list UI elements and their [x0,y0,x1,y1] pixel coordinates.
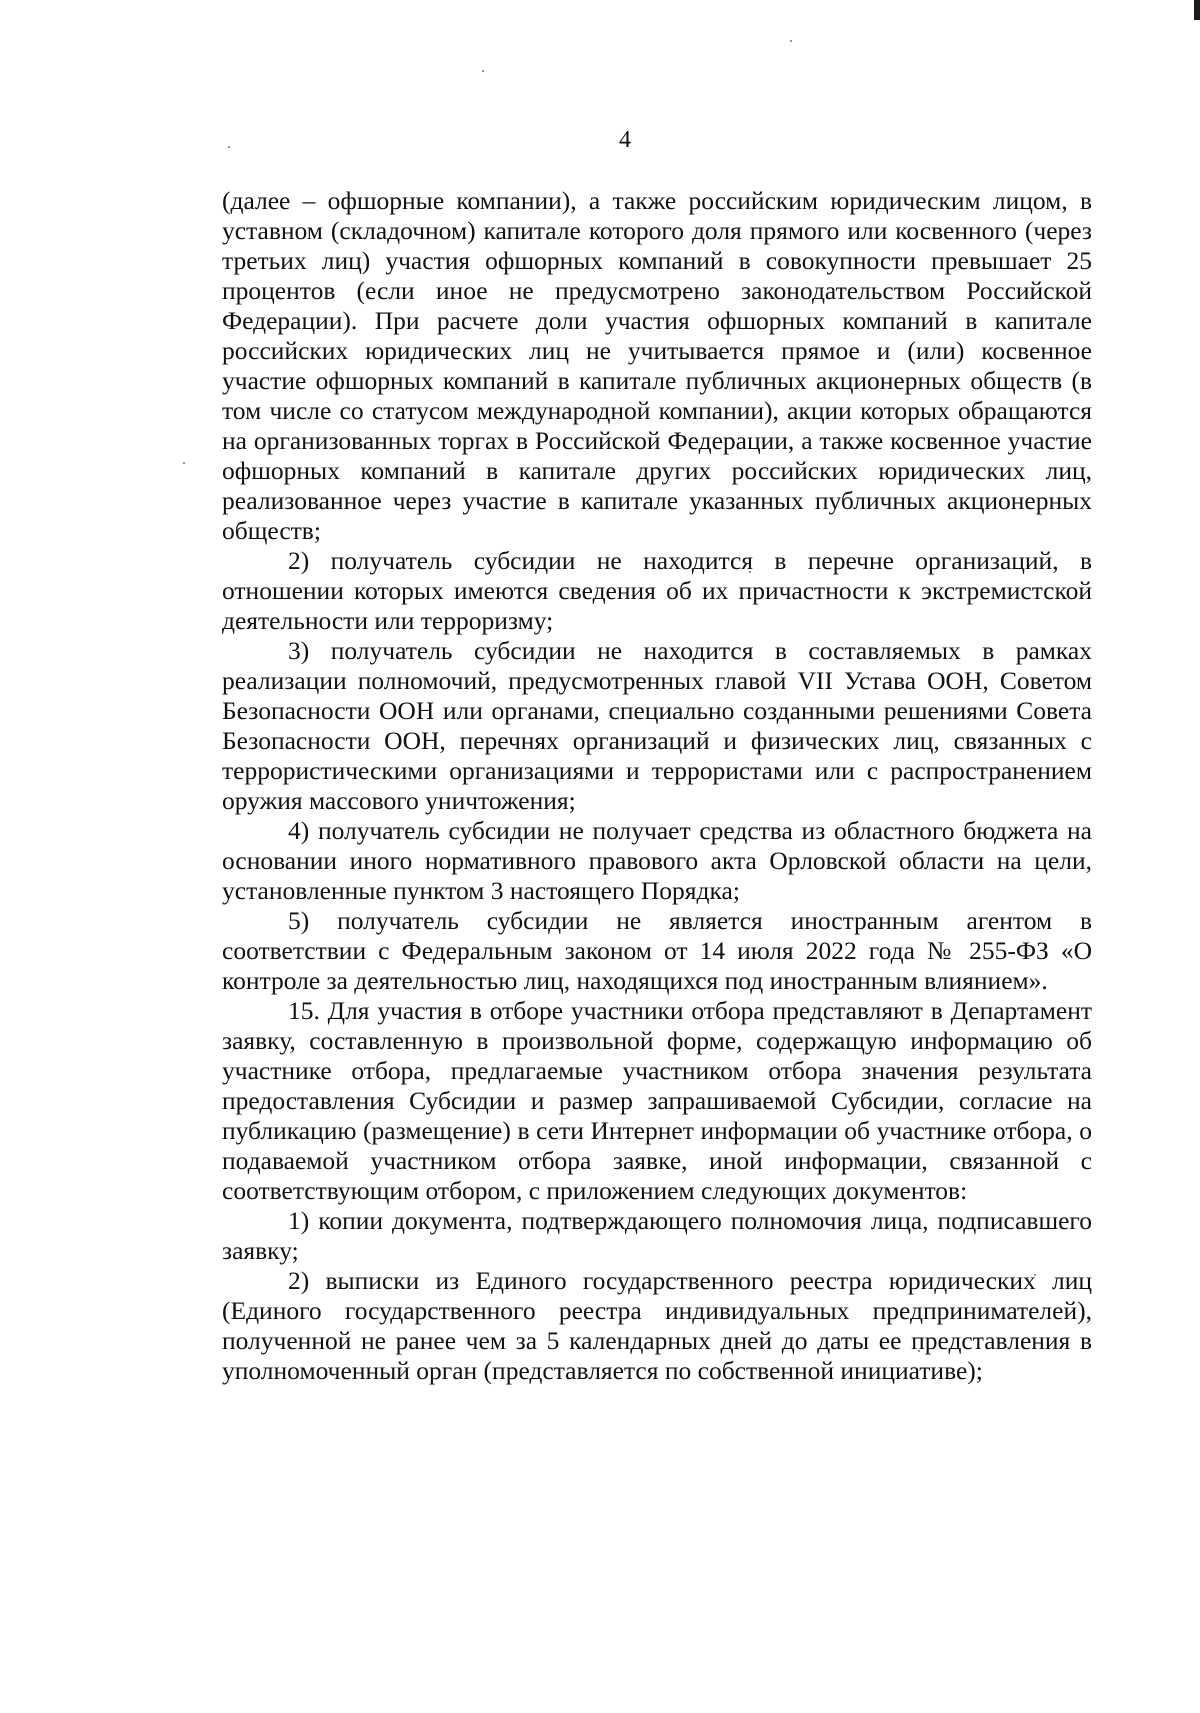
document-body [222,186,1092,1386]
paragraph-item-3: 3) получатель субсидии не находится в составляемых в рамках реализации полномочий, предусмотренных главой VII Устава ООН, Советом Безопасности ООН или органами, специально созданными решениями Совета Безопасности ООН, перечнях организаций и физических лиц, связанных с террористическими организациями и террористами или с распространением оружия массового уничтожения; [222,636,1092,815]
paragraph-section-15: 15. Для участия в отборе участники отбора представляют в Департамент заявку, составленную в произвольной форме, содержащую информацию об участнике отбора, предлагаемые участником отбора значения результата предоставления Субсидии и размер запрашиваемой Субсидии, согласие на публикацию (размещение) в сети Интернет информации об участнике отбора, о подаваемой участником отбора заявке, иной информации, связанной с соответствующим отбором, с приложением следующих документов: [222,996,1092,1205]
page-number: 4 [619,127,631,153]
paragraph-doc-item-1: 1) копии документа, подтверждающего полномочия лица, подписавшего заявку; [222,1206,1092,1265]
paragraph-item-2: 2) получатель субсидии не находится в перечне организаций, в отношении которых имеются сведения об их причастности к экстремистской деятельности или терроризму; [222,546,1092,635]
paragraph-continuation: (далее – офшорные компании), а также российским юридическим лицом, в уставном (складочном) капитале которого доля прямого или косвенного (через третьих лиц) участия офшорных компаний в совокупности превышает 25 процентов (если иное не предусмотрено законодательством Российской Федерации). При расчете доли участия офшорных компаний в капитале российских юридических лиц не учитывается прямое и (или) косвенное участие офшорных компаний в капитале публичных акционерных обществ (в том числе со статусом международной компании), акции которых обращаются на организованных торгах в Российской Федерации, а также косвенное участие офшорных компаний в капитале других российских юридических лиц, реализованное через участие в капитале указанных публичных акционерных обществ; [222,186,1092,545]
paragraph-item-4: 4) получатель субсидии не получает средства из областного бюджета на основании иного нормативного правового акта Орловской области на цели, установленные пунктом 3 настоящего Порядка; [222,816,1092,905]
scan-speck [790,40,792,42]
paragraph-doc-item-2: 2) выписки из Единого государственного реестра юридических лиц (Единого государственного реестра индивидуальных предпринимателей), полученной не ранее чем за 5 календарных дней до даты ее представления в уполномоченный орган (представляется по собственной инициативе); [222,1266,1092,1385]
paragraph-item-5: 5) получатель субсидии не является иностранным агентом в соответствии с Федеральным законом от 14 июля 2022 года № 255-ФЗ «О контроле за деятельностью лиц, находящихся под иностранным влиянием». [222,906,1092,995]
scan-speck [183,462,185,464]
scan-edge-mark [1194,0,1200,20]
scan-speck [482,70,484,72]
